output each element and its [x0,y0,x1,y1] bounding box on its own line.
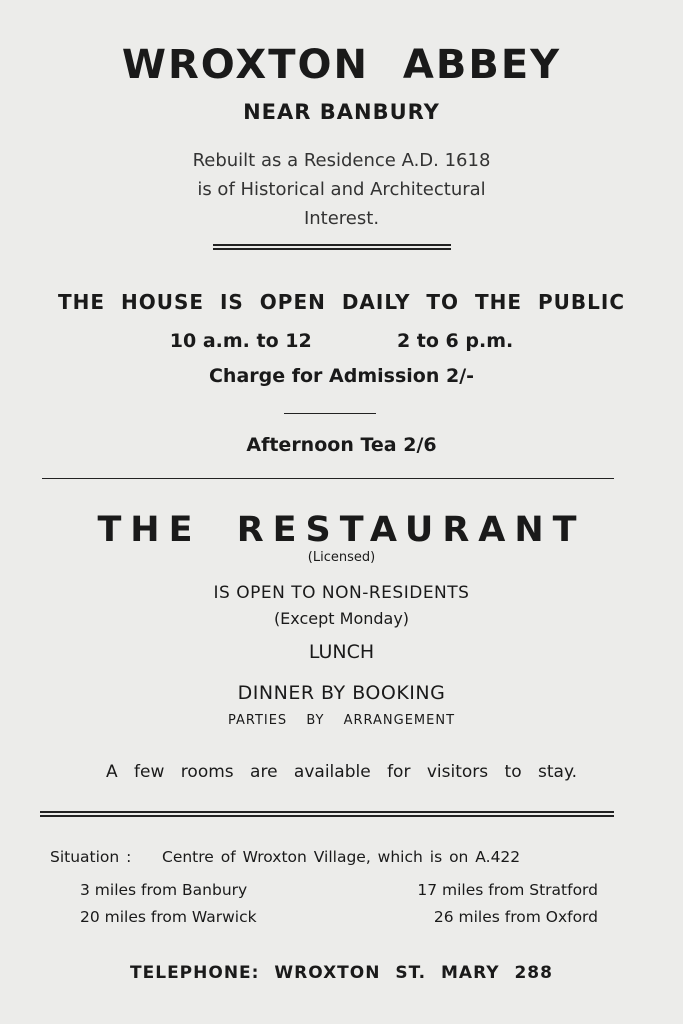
distance-banbury: 3 miles from Banbury [80,881,248,899]
afternoon-tea: Afternoon Tea 2/6 [246,434,437,456]
page-title: WROXTON ABBEY [121,42,562,88]
description-line: Interest. [303,208,380,229]
hours-afternoon: 2 to 6 p.m. [396,330,514,352]
situation-text: Centre of Wroxton Village, which is on A.422 [162,848,521,866]
non-residents-line: IS OPEN TO NON-RESIDENTS [213,583,470,603]
situation-line [50,848,520,866]
dinner-line: DINNER BY BOOKING [237,682,446,704]
lunch-line: LUNCH [308,641,375,663]
distance-stratford: 17 miles from Stratford [417,881,598,899]
telephone-line: TELEPHONE: WROXTON ST. MARY 288 [130,963,553,983]
house-open-heading: THE HOUSE IS OPEN DAILY TO THE PUBLIC [57,290,626,314]
double-divider [213,244,451,250]
distance-oxford: 26 miles from Oxford [433,908,598,926]
rooms-line: A few rooms are available for visitors to stay. [106,762,577,782]
opening-hours [0,330,683,352]
licensed-note: (Licensed) [307,550,376,565]
restaurant-heading: THE RESTAURANT [97,510,586,550]
distance-warwick: 20 miles from Warwick [80,908,257,926]
short-divider [284,413,376,414]
hours-morning: 10 a.m. to 12 [169,330,312,352]
double-divider [40,811,614,817]
parties-line: PARTIES BY ARRANGEMENT [227,713,456,728]
situation-label: Situation : [50,848,132,866]
description-line: is of Historical and Architectural [197,179,486,200]
admission-charge: Charge for Admission 2/- [208,365,475,387]
exception-note: (Except Monday) [273,609,410,628]
location-subtitle: NEAR BANBURY [243,100,440,124]
description-line: Rebuilt as a Residence A.D. 1618 [192,150,491,171]
section-divider [42,478,614,479]
